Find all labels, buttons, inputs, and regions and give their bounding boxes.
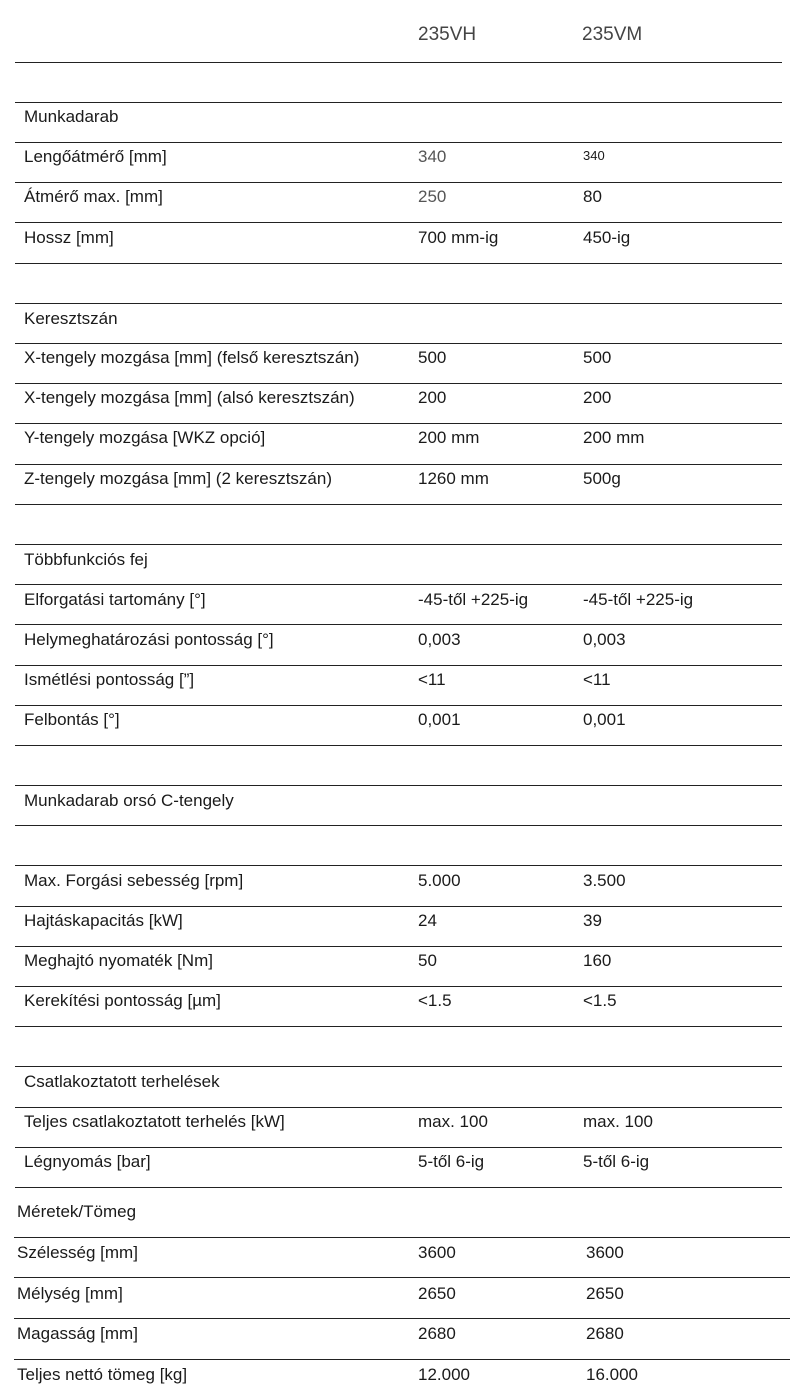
divider xyxy=(15,986,782,987)
row-label-power: Hajtáskapacitás [kW] xyxy=(24,911,183,930)
value-235vm-power: 39 xyxy=(583,911,602,930)
value-235vm-torque: 160 xyxy=(583,951,612,970)
value-235vh-height: 2680 xyxy=(418,1324,456,1343)
divider xyxy=(15,745,782,746)
value-235vm-width: 3600 xyxy=(586,1243,624,1262)
value-235vh-swing: 340 xyxy=(418,147,447,166)
value-235vh-width: 3600 xyxy=(418,1243,456,1262)
divider xyxy=(15,946,782,947)
row-label-roundness: Kerekítési pontosság [µm] xyxy=(24,991,221,1010)
section-title-loads: Csatlakoztatott terhelések xyxy=(24,1072,220,1091)
value-235vh-rotation: -45-től +225-ig xyxy=(418,590,529,609)
value-235vm-x-upper: 500 xyxy=(583,348,612,367)
divider xyxy=(15,825,782,826)
divider xyxy=(15,62,782,63)
value-235vh-air-pressure: 5-től 6-ig xyxy=(418,1152,485,1171)
value-235vh-depth: 2650 xyxy=(418,1284,456,1303)
value-235vm-positioning: 0,003 xyxy=(583,630,626,649)
row-label-x-lower: X-tengely mozgása [mm] (alsó keresztszán) xyxy=(24,388,355,407)
row-label-total-load: Teljes csatlakoztatott terhelés [kW] xyxy=(24,1112,285,1131)
value-235vm-roundness: <1.5 xyxy=(583,991,617,1010)
value-235vh-diameter: 250 xyxy=(418,187,447,206)
divider xyxy=(15,544,782,545)
divider xyxy=(15,1107,782,1108)
divider xyxy=(15,584,782,585)
divider xyxy=(15,665,782,666)
value-235vm-speed: 3.500 xyxy=(583,871,626,890)
value-235vm-weight: 16.000 xyxy=(586,1365,638,1384)
value-235vh-resolution: 0,001 xyxy=(418,710,461,729)
divider xyxy=(15,303,782,304)
value-235vm-total-load: max. 100 xyxy=(583,1112,653,1131)
divider xyxy=(15,624,782,625)
row-label-air-pressure: Légnyomás [bar] xyxy=(24,1152,151,1171)
column-header-235vm: 235VM xyxy=(582,24,643,45)
value-235vm-rotation: -45-től +225-ig xyxy=(583,590,694,609)
divider xyxy=(14,1318,790,1319)
row-label-y-axis: Y-tengely mozgása [WKZ opció] xyxy=(24,428,266,447)
divider xyxy=(15,464,782,465)
row-label-depth: Mélység [mm] xyxy=(17,1284,123,1303)
value-235vh-power: 24 xyxy=(418,911,437,930)
row-label-length: Hossz [mm] xyxy=(24,228,114,247)
divider xyxy=(15,383,782,384)
divider xyxy=(15,222,782,223)
value-235vh-repeatability: <11 xyxy=(418,670,446,689)
divider xyxy=(15,705,782,706)
value-235vh-x-lower: 200 xyxy=(418,388,447,407)
column-header-235vh: 235VH xyxy=(418,24,477,45)
section-title-multihead: Többfunkciós fej xyxy=(24,550,148,569)
value-235vh-speed: 5.000 xyxy=(418,871,461,890)
value-235vh-length: 700 mm-ig xyxy=(418,228,499,247)
divider xyxy=(14,1277,790,1278)
row-label-diameter: Átmérő max. [mm] xyxy=(24,187,163,206)
divider xyxy=(15,1066,782,1067)
divider xyxy=(15,1147,782,1148)
value-235vm-depth: 2650 xyxy=(586,1284,624,1303)
row-label-speed: Max. Forgási sebesség [rpm] xyxy=(24,871,244,890)
value-235vm-repeatability: <11 xyxy=(583,670,611,689)
value-235vm-length: 450-ig xyxy=(583,228,631,247)
row-label-rotation: Elforgatási tartomány [°] xyxy=(24,590,206,609)
divider xyxy=(15,865,782,866)
value-235vh-positioning: 0,003 xyxy=(418,630,461,649)
value-235vh-weight: 12.000 xyxy=(418,1365,470,1384)
row-label-weight: Teljes nettó tömeg [kg] xyxy=(17,1365,188,1384)
divider xyxy=(15,1187,782,1188)
row-label-repeatability: Ismétlési pontosság [”] xyxy=(24,670,195,689)
value-235vm-height: 2680 xyxy=(586,1324,624,1343)
row-label-swing: Lengőátmérő [mm] xyxy=(24,147,167,166)
section-title-dimensions: Méretek/Tömeg xyxy=(17,1202,137,1221)
value-235vm-x-lower: 200 xyxy=(583,388,612,407)
divider xyxy=(15,1026,782,1027)
section-title-workpiece: Munkadarab xyxy=(24,107,119,126)
row-label-positioning: Helymeghatározási pontosság [°] xyxy=(24,630,274,649)
value-235vh-x-upper: 500 xyxy=(418,348,447,367)
section-title-spindle: Munkadarab orsó C-tengely xyxy=(24,791,234,810)
value-235vm-y-axis: 200 mm xyxy=(583,428,645,447)
divider xyxy=(15,182,782,183)
row-label-torque: Meghajtó nyomaték [Nm] xyxy=(24,951,213,970)
row-label-resolution: Felbontás [°] xyxy=(24,710,120,729)
row-label-width: Szélesség [mm] xyxy=(17,1243,138,1262)
divider xyxy=(15,504,782,505)
value-235vm-swing: 340 xyxy=(583,148,605,163)
section-title-crossslide: Keresztszán xyxy=(24,309,118,328)
value-235vh-total-load: max. 100 xyxy=(418,1112,488,1131)
value-235vh-roundness: <1.5 xyxy=(418,991,452,1010)
divider xyxy=(15,423,782,424)
divider xyxy=(15,343,782,344)
divider xyxy=(15,906,782,907)
divider xyxy=(14,1359,790,1360)
row-label-height: Magasság [mm] xyxy=(17,1324,138,1343)
divider xyxy=(15,263,782,264)
row-label-x-upper: X-tengely mozgása [mm] (felső keresztszán) xyxy=(24,348,360,367)
value-235vm-z-axis: 500g xyxy=(583,469,621,488)
value-235vm-resolution: 0,001 xyxy=(583,710,626,729)
value-235vm-diameter: 80 xyxy=(583,187,602,206)
divider xyxy=(14,1237,790,1238)
value-235vm-air-pressure: 5-től 6-ig xyxy=(583,1152,650,1171)
divider xyxy=(15,142,782,143)
value-235vh-z-axis: 1260 mm xyxy=(418,469,489,488)
value-235vh-y-axis: 200 mm xyxy=(418,428,480,447)
divider xyxy=(15,785,782,786)
row-label-z-axis: Z-tengely mozgása [mm] (2 keresztszán) xyxy=(24,469,332,488)
divider xyxy=(15,102,782,103)
value-235vh-torque: 50 xyxy=(418,951,437,970)
